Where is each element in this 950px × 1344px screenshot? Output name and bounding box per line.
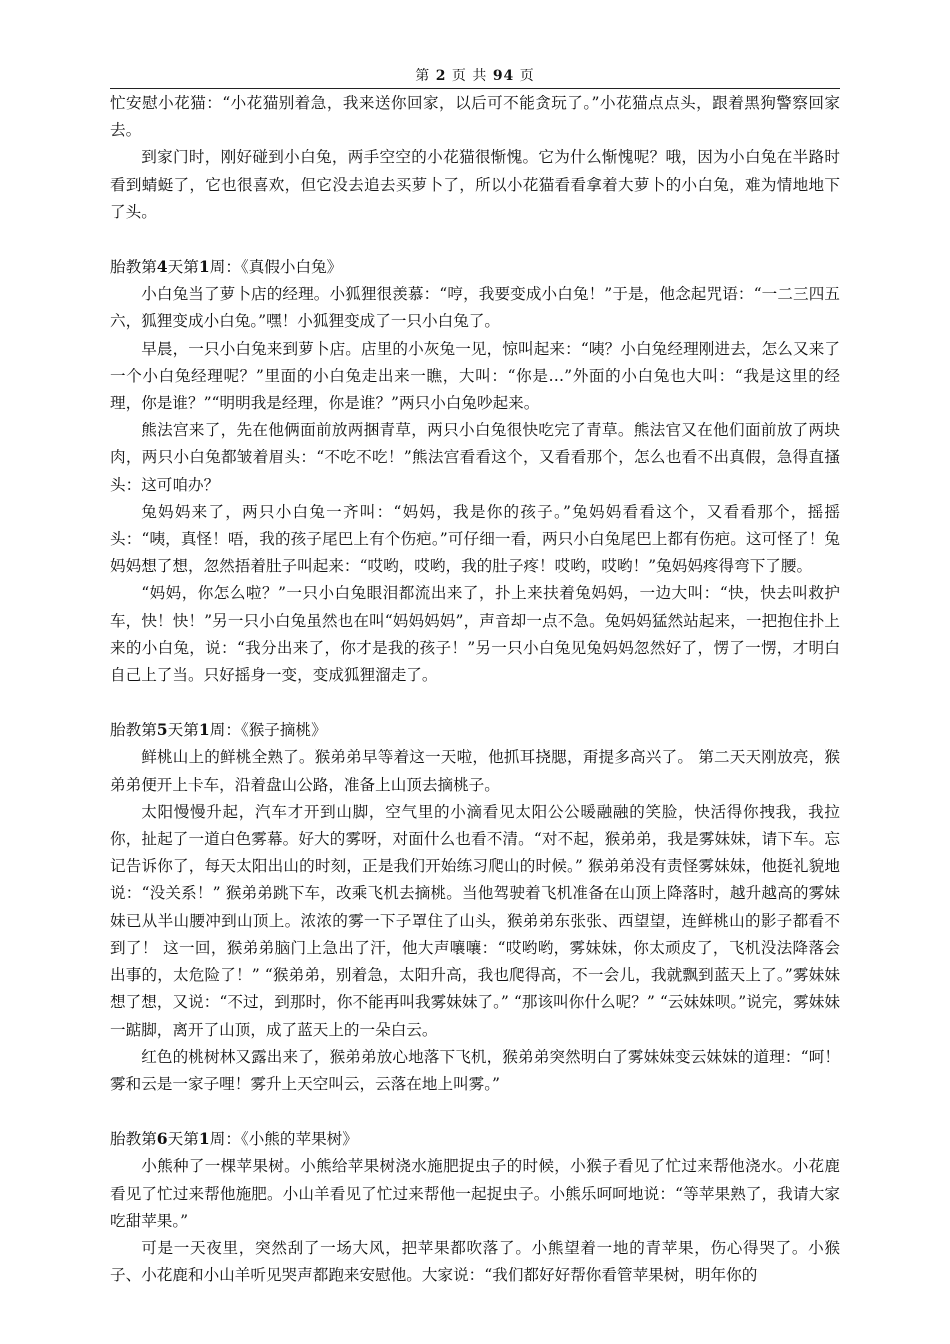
story-4-paragraph: “妈妈，你怎么啦？”一只小白兔眼泪都流出来了，扑上来扶着兔妈妈，一边大叫：“快，快去叫救护车，快！快！”另一只小白兔虽然也在叫“妈妈妈妈”，声音却一点不急。兔妈妈猛然站起来，一把抱住扑上来的小白兔，说：“我分出来了，你才是我的孩子！”另一只小白兔见兔妈妈忽然好了，愣了一愣，才明白自己上了当。只好摇身一变，变成狐狸溜走了。: [110, 584, 840, 685]
story-4-paragraph: 兔妈妈来了，两只小白兔一齐叫：“妈妈，我是你的孩子。”兔妈妈看看这个，又看看那个，摇摇头：“咦，真怪！唔，我的孩子尾巴上有个伤疤。”可仔细一看，两只小白兔尾巴上都有伤疤。这可怪了！兔妈妈想了想，忽然捂着肚子叫起来：“哎哟，哎哟，我的肚子疼！哎哟，哎哟！”兔妈妈疼得弯下了腰。: [110, 502, 840, 576]
story-6-paragraph: 可是一天夜里，突然刮了一场大风，把苹果都吹落了。小熊望着一地的青苹果，伤心得哭了。小猴子、小花鹿和小山羊听见哭声都跑来安慰他。大家说：“我们都好好帮你看管苹果树，明年你的: [110, 1238, 840, 1285]
title-name: 周：《猴子摘桃》: [209, 721, 327, 740]
title-day: 4: [156, 257, 168, 277]
intro-paragraph-2: 到家门时，刚好碰到小白兔，两手空空的小花猫很惭愧。它为什么惭愧呢？哦，因为小白兔在半路时看到蜻蜓了，它也很喜欢，但它没去追去买萝卜了，所以小花猫看看拿着大萝卜的小白兔，难为情地地下了头。: [110, 148, 840, 221]
header-total-pages: 94: [492, 68, 515, 84]
story-5-paragraph: 红色的桃树林又露出来了，猴弟弟放心地落下飞机，猴弟弟突然明白了雾妹妹变云妹妹的道理：“呵！雾和云是一家子哩！雾升上天空叫云，云落在地上叫雾。”: [110, 1047, 840, 1093]
title-mid: 天第: [167, 258, 199, 277]
story-6-paragraph: 小熊种了一棵苹果树。小熊给苹果树浇水施肥捉虫子的时候，小猴子看见了忙过来帮他浇水。小花鹿看见了忙过来帮他施肥。小山羊看见了忙过来帮他一起捉虫子。小熊乐呵呵地说：“等苹果熟了，我请大家吃甜苹果。”: [110, 1157, 840, 1230]
title-name: 周：《小熊的苹果树》: [209, 1130, 358, 1149]
title-week: 1: [198, 257, 210, 277]
story-4-title: [110, 253, 840, 281]
section-gap: [110, 689, 840, 716]
title-week: 1: [198, 1129, 210, 1149]
document-body: [110, 90, 840, 1289]
section-gap: [110, 226, 840, 253]
title-day: 5: [156, 720, 168, 740]
title-name: 周：《真假小白兔》: [209, 258, 343, 277]
header-prefix: 第: [415, 68, 431, 84]
title-day: 6: [156, 1129, 168, 1149]
header-mid: 页 共: [451, 68, 488, 84]
section-gap: [110, 1098, 840, 1125]
page-header: [110, 66, 840, 86]
title-prefix: 胎教第: [110, 1130, 157, 1149]
story-5-paragraph: 鲜桃山上的鲜桃全熟了。猴弟弟早等着这一天啦，他抓耳挠腮，甭提多高兴了。 第二天天刚放亮，猴弟弟便开上卡车，沿着盘山公路，准备上山顶去摘桃子。: [110, 748, 840, 794]
story-5-paragraph: 太阳慢慢升起，汽车才开到山脚，空气里的小滴看见太阳公公暖融融的笑脸，快活得你拽我，我拉你，扯起了一道白色雾幕。好大的雾呀，对面什么也看不清。“对不起，猴弟弟，我是雾妹妹，请下车。忘记告诉你了，每天太阳出山的时刻，正是我们开始练习爬山的时候。” 猴弟弟没有责怪雾妹妹，他挺礼貌地说：“没关系！” 猴弟弟跳下车，改乘飞机去摘桃。当他驾驶着飞机准备在山顶上降落时，越升越高的雾妹妹已从半山腰冲到山顶上。浓浓的雾一下子罩住了山头，猴弟弟东张张、西望望，连鲜桃山的影子都看不到了！ 这一回，猴弟弟脑门上急出了汗，他大声嚷嚷：“哎哟哟，雾妹妹，你太顽皮了，飞机没法降落会出事的，太危险了！” “猴弟弟，别着急，太阳升高，我也爬得高，不一会儿，我就飘到蓝天上了。”雾妹妹想了想，又说：“不过，到那时，你不能再叫我雾妹妹了。” “那该叫你什么呢？” “云妹妹呗。”说完，雾妹妹一踮脚，离开了山顶，成了蓝天上的一朵白云。: [110, 802, 840, 1039]
header-rule: [110, 88, 840, 89]
story-4-paragraph: 熊法宫来了，先在他俩面前放两捆青草，两只小白兔很快吃完了青草。熊法官又在他们面前放了两块肉，两只小白兔都皱着眉头：“不吃不吃！”熊法宫看看这个，又看看那个，怎么也看不出真假，急得直搔头：这可咱办？: [110, 421, 840, 494]
title-mid: 天第: [167, 721, 199, 740]
header-suffix: 页: [519, 68, 535, 84]
title-prefix: 胎教第: [110, 721, 157, 740]
story-4-paragraph: 小白兔当了萝卜店的经理。小狐狸很羡慕：“哼，我要变成小白兔！”于是，他念起咒语：“一二三四五六，狐狸变成小白兔。”嘿！小狐狸变成了一只小白兔了。: [110, 285, 840, 331]
title-mid: 天第: [167, 1130, 199, 1149]
header-page-number: 2: [435, 68, 447, 84]
story-4-paragraph: 早晨，一只小白兔来到萝卜店。店里的小灰兔一见，惊叫起来：“咦？小白兔经理刚进去，怎么又来了一个小白兔经理呢？”里面的小白兔走出来一瞧，大叫：“你是…”外面的小白兔也大叫：“我是这里的经理，你是谁？”“明明我是经理，你是谁？”两只小白兔吵起来。: [110, 339, 840, 413]
story-6-title: [110, 1125, 840, 1153]
title-week: 1: [198, 720, 210, 740]
story-5-title: [110, 716, 840, 744]
title-prefix: 胎教第: [110, 258, 157, 277]
intro-paragraph-1: 忙安慰小花猫：“小花猫别着急，我来送你回家，以后可不能贪玩了。”小花猫点点头，跟着黑狗警察回家去。: [110, 94, 840, 140]
